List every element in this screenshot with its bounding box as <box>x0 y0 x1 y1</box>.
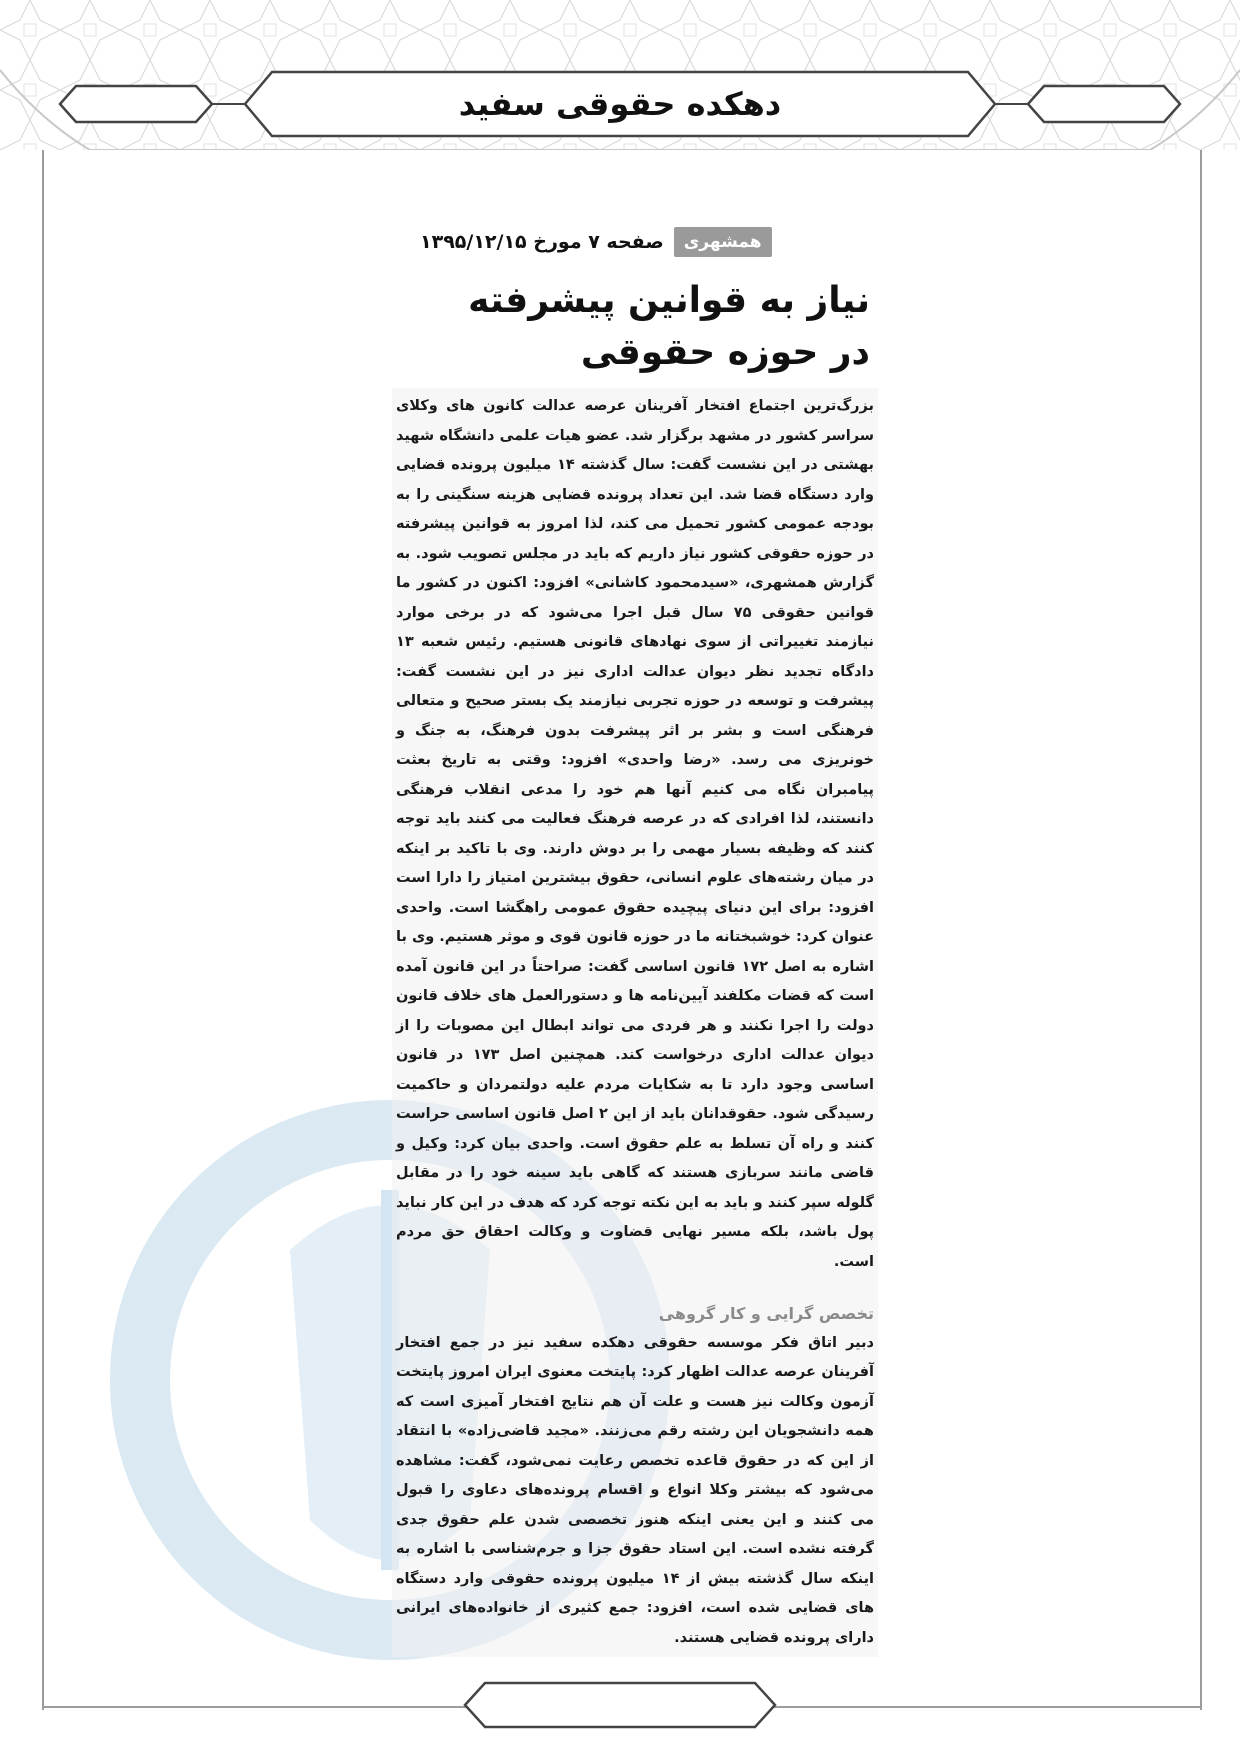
article-subheading: تخصص گرایی و کار گروهی <box>658 1304 874 1323</box>
frame-left-border <box>42 150 44 1710</box>
clipping-meta <box>420 222 860 262</box>
article-paragraph: بزرگ‌ترین اجتماع افتخار آفرینان عرصه عدالت کانون های وکلای سراسر کشور در مشهد برگزار شد. عضو هیات علمی دانشگاه شهید بهشتی در این نشست گفت: سال گذشته ۱۴ میلیون پرونده قضایی وارد دستگاه قضا شد. این تعداد پرونده قضایی هزینه سنگینی را به بودجه عمومی کشور تحمیل می کند، لذا امروز به قوانین پیشرفته در حوزه حقوقی کشور نیاز داریم که باید در مجلس تصویب شود. به گزارش همشهری، «سیدمحمود کاشانی» افزود: اکنون در کشور ما قوانین حقوقی ۷۵ سال قبل اجرا می‌شود که در برخی موارد نیازمند تغییراتی از سوی نهادهای قانونی هستیم. رئیس شعبه ۱۳ دادگاه تجدید نظر دیوان عدالت اداری نیز در این نشست گفت: پیشرفت و توسعه در حوزه تجربی نیازمند یک بستر صحیح و متعالی فرهنگی است و بشر بر اثر پیشرفت بدون فرهنگ، به جنگ و خونریزی می رسد. «رضا واحدی» افزود: وقتی به تاریخ بعثت پیامبران نگاه می کنیم آنها هم خود را مدعی انقلاب فرهنگی دانستند، لذا افرادی که در عرصه فرهنگ فعالیت می کنند باید توجه کنند که وظیفه بسیار مهمی را بر دوش دارند. وی با تاکید بر اینکه در میان رشته‌های علوم انسانی، حقوق بیشترین امتیاز را دارا است افزود: برای این دنیای پیچیده حقوق عمومی راهگشا است. واحدی عنوان کرد: خوشبختانه ما در حوزه قانون قوی و موثر هستیم. وی با اشاره به اصل ۱۷۲ قانون اساسی گفت: صراحتاً در این قانون آمده است که قضات مکلفند آیین‌نامه ها و دستورالعمل های خلاف قانون دولت را اجرا نکنند و هر فردی می تواند ابطال این مصوبات را از دیوان عدالت اداری درخواست کند. همچنین اصل ۱۷۳ در قانون اساسی وجود دارد تا به شکایات مردم علیه دولتمردان و حاکمیت رسیدگی شود. حقوقدانان باید از این ۲ اصل قانون اساسی حراست کنند و راه آن تسلط به علم حقوق است. واحدی بیان کرد: وکیل و قاضی مانند سربازی هستند که گاهی باید سینه خود را در مقابل گلوله سپر کنند و باید به این نکته توجه کرد که هدف در این کار نباید پول باشد، بلکه مسیر نهایی قضاوت و وکالت احقاق حق مردم است. <box>396 398 875 1270</box>
article-body <box>392 388 878 1657</box>
headline-line-1: نیاز به قوانین پیشرفته <box>468 280 870 321</box>
frame-right-border <box>1200 150 1202 1710</box>
article-headline <box>468 275 870 379</box>
source-badge: همشهری <box>674 227 772 257</box>
article-paragraph-2: دبیر اتاق فکر موسسه حقوقی دهکده سفید نیز در جمع افتخار آفرینان عرصه عدالت اظهار کرد: پایتخت معنوی ایران امروز پایتخت آزمون وکالت نیز هست و علت آن هم نتایج افتخار آمیزی است که همه دانشجویان این رشته رقم می‌زنند. «مجید قاضی‌زاده» با انتقاد از این که در حقوق قاعده تخصص رعایت نمی‌شود، گفت: مشاهده می‌شود که بیشتر وکلا انواع و اقسام پرونده‌های دعاوی را قبول می کنند و این یعنی اینکه هنوز تخصصی شدن علم حقوق جدی گرفته نشده است. این استاد حقوق جزا و جرم‌شناسی با اشاره به اینکه سال گذشته بیش از ۱۴ میلیون پرونده حقوقی وارد دستگاه های قضایی شده است، افزود: جمع کثیری از خانواده‌های ایرانی دارای پرونده قضایی هستند. <box>396 1334 874 1646</box>
page-date: صفحه ۷ مورخ ۱۳۹۵/۱۲/۱۵ <box>420 231 664 253</box>
page-title: دهکده حقوقی سفید <box>458 85 782 123</box>
headline-line-2: در حوزه حقوقی <box>580 332 870 373</box>
footer-ornament <box>455 1680 785 1730</box>
